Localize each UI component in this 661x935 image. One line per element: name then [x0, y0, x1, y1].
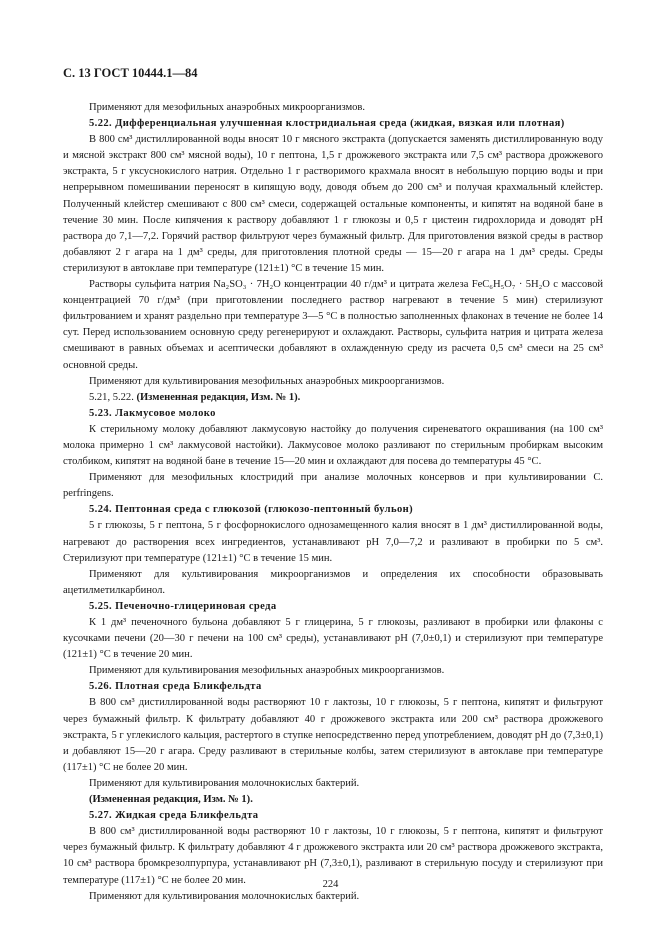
paragraph: Применяют для мезофильных клостридий при анализе молочных консервов и при культивировании C. perfringens.: [63, 472, 603, 500]
section-heading: 5.24. Пептонная среда с глюкозой (глюкозо-пептонный бульон): [89, 504, 414, 516]
section-heading: 5.23. Лакмусовое молоко: [89, 407, 216, 419]
paragraph: Применяют для культивирования мезофильных анаэробных микроорганизмов.: [89, 665, 445, 677]
section-heading: 5.25. Печеночно-глицериновая среда: [89, 600, 277, 612]
paragraph: Применяют для мезофильных анаэробных микроорганизмов.: [89, 102, 366, 113]
page-header: С. 13 ГОСТ 10444.1—84: [63, 66, 198, 80]
paragraph: Растворы сульфита натрия Na₂SO₃ · 7H₂O концентрации 40 г/дм³ и цитрата железа FeC₆H₅O₇ · 5H₂O с массовой концентрацией 70 г/дм³ (при приготовлении последнего раствор нагревают в течение 5 мин) стерилизуют фильтрованием и хранят раздельно при температуре 3—5 °С в полностью заполненных флаконах в течение не более 14 сут. Перед использованием основную среду регенерируют и охлаждают. Растворы, сульфита натрия и цитрата железа смешивают в равных объемах и асептически добавляют в охлажденную среду из расчета 0,5 см³ смеси на 25 см³ основной среды.: [63, 279, 603, 371]
paragraph: К стерильному молоку добавляют лакмусовую настойку до получения сиреневатого окрашивания (на 100 см³ молока примерно 1 см³ лакмусовой настойки). Лакмусовое молоко разливают по стерильным пробиркам высоким столбиком, кипятят на водяной бане в течение 15—20 мин и охлаждают для посева до температуры 45 °С.: [63, 423, 603, 468]
paragraph: В 800 см³ дистиллированной воды растворяют 10 г лактозы, 10 г глюкозы, 5 г пептона, кипятят и фильтруют через бумажный фильтр. К фильтрату добавляют 4 г дрожжевого экстракта или 20 см³ раствора дрожжевого экстракта, 10 см³ раствора бромкрезолпурпура, устанавливают pH (7,3±0,1), разливают в стерильную посуду и стерилизуют при температуре (117±1) °С не более 20 мин.: [63, 826, 603, 886]
paragraph: В 800 см³ дистиллированной воды вносят 10 г мясного экстракта (допускается заменять дистиллированную воду и мясной экстракт 800 см³ мясной воды), 10 г пептона, 1,5 г дрожжевого экстракта или 7,5 см³ раствора дрожжевого экстракта, 5 г уксуснокислого натрия. Отдельно 1 г растворимого крахмала вносят в небольшую порцию воды и при непрерывном помешивании переносят в кипящую воду, доводя объем до 200 см³ и получая крахмальный клейстер. Полученный клейстер смешивают с 800 см³ смеси, содержащей остальные компоненты, и кипятят на водяной бане в течение 30 мин. После кипячения к раствору добавляют 1 г глюкозы и 0,5 г цистеин гидрохлорида и доводят pH раствора до 7,1—7,2. Горячий раствор фильтруют через бумажный фильтр. Для приготовления вязкой среды в раствор добавляют 2 г агара на 1 дм³ среды, для приготовления плотной среды — 15—20 г агара на 1 дм³ среды. Среды стерилизуют в автоклаве при температуре (121±1) °С в течение 15 мин.: [63, 134, 603, 274]
amendment-note: (Измененная редакция, Изм. № 1).: [89, 794, 253, 806]
paragraph: Применяют для культивирования микроорганизмов и определения их способности образовывать ацетилметилкарбинол.: [63, 568, 603, 596]
paragraph: Применяют для культивирования молочнокислых бактерий.: [89, 890, 360, 902]
section-heading: 5.27. Жидкая среда Бликфельдта: [89, 810, 259, 822]
paragraph: 5 г глюкозы, 5 г пептона, 5 г фосфорнокислого однозамещенного калия вносят в 1 дм³ дистиллированной воды, нагревают до растворения всех ингредиентов, устанавливают pH 7,0—7,2 и разливают в пробирки по 5 см³. Стерилизуют при температуре (121±1) °С в течение 15 мин.: [63, 520, 603, 564]
paragraph: К 1 дм³ печеночного бульона добавляют 5 г глицерина, 5 г глюкозы, разливают в пробирки или флаконы с кусочками печени (20—30 г печени на 100 см³ среды), устанавливают pH (7,0±0,1) и стерилизуют при температуре (121±1) °С в течение 20 мин.: [63, 617, 603, 661]
paragraph: Применяют для культивирования мезофильных анаэробных микроорганизмов.: [89, 375, 445, 387]
amendment-note: 5.21, 5.22. (Измененная редакция, Изм. № 1).: [89, 391, 301, 403]
page-number: 224: [322, 879, 339, 890]
section-heading: 5.22. Дифференциальная улучшенная клостридиальная среда (жидкая, вязкая или плотная): [89, 118, 565, 130]
document-body: [63, 100, 603, 905]
paragraph: В 800 см³ дистиллированной воды растворяют 10 г лактозы, 10 г глюкозы, 5 г пептона, кипятят и фильтруют через бумажный фильтр. К фильтрату добавляют 40 г дрожжевого экстракта или 200 см³ раствора дрожжевого экстракта, 5 г углекислого кальция, растертого в ступке непосредственно перед употреблением, доводят pH до (7,3±0,1) и добавляют 15—20 г агара. Среду разливают в стерильные колбы, затем стерилизуют в автоклаве при температуре (117±1) °С не более 20 мин.: [63, 697, 603, 773]
paragraph: Применяют для культивирования молочнокислых бактерий.: [89, 777, 360, 789]
section-heading: 5.26. Плотная среда Бликфельдта: [89, 681, 262, 693]
